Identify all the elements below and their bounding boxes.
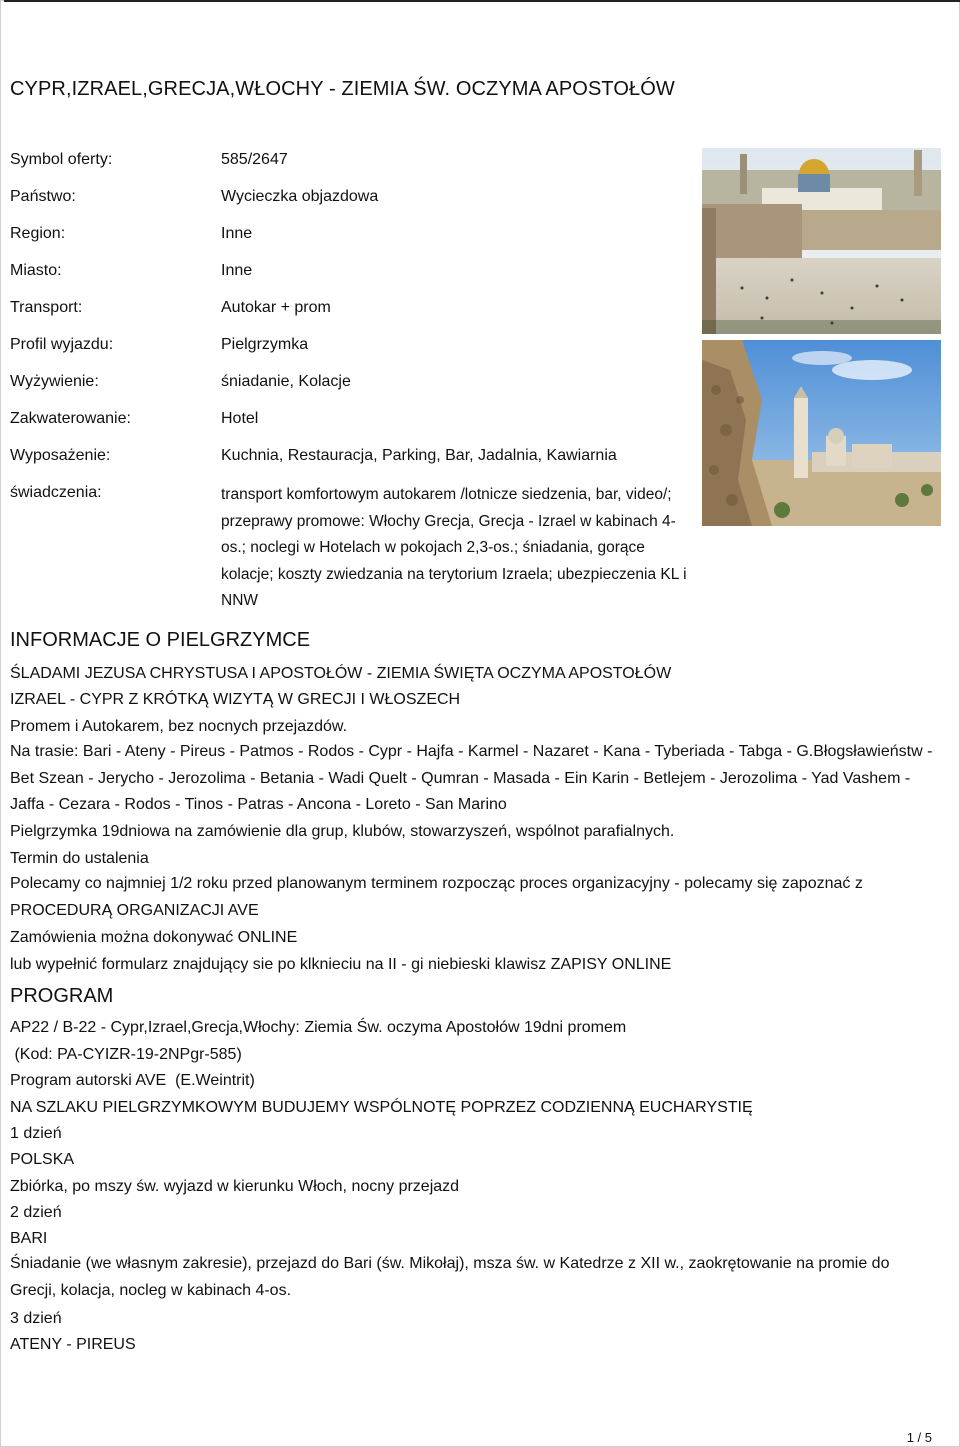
country-value: Wycieczka objazdowa	[221, 188, 379, 205]
transport-label: Transport:	[10, 299, 83, 316]
meals-value: śniadanie, Kolacje	[221, 373, 351, 390]
region-value: Inne	[221, 225, 253, 242]
info-line-5: Pielgrzymka 19dniowa na zamówienie dla grup, klubów, stowarzyszeń, wspólnot parafialnych.	[10, 823, 675, 840]
top-rule	[4, 0, 960, 2]
info-heading: INFORMACJE O PIELGRZYMCE	[10, 629, 311, 651]
meals-label: Wyżywienie:	[10, 373, 99, 390]
day-1-place: POLSKA	[10, 1151, 75, 1168]
day-2-label: 2 dzień	[10, 1204, 62, 1221]
info-line-3: Promem i Autokarem, bez nocnych przejazdów.	[10, 718, 348, 735]
profile-label: Profil wyjazdu:	[10, 336, 114, 353]
day-3-label: 3 dzień	[10, 1310, 62, 1327]
page-number: 1 / 5	[906, 1430, 932, 1445]
info-line-6: Termin do ustalenia	[10, 850, 149, 867]
symbol-value: 585/2647	[221, 151, 288, 168]
city-label: Miasto:	[10, 262, 62, 279]
day-3-place: ATENY - PIREUS	[10, 1336, 136, 1353]
offer-title: CYPR,IZRAEL,GRECJA,WŁOCHY - ZIEMIA ŚW. OCZYMA APOSTOŁÓW	[10, 78, 675, 100]
program-motto: NA SZLAKU PIELGRZYMKOWYM BUDUJEMY WSPÓLNOTĘ POPRZEZ CODZIENNĄ EUCHARYSTIĘ	[10, 1099, 753, 1116]
services-label: świadczenia:	[10, 484, 102, 501]
country-label: Państwo:	[10, 188, 76, 205]
services-value: transport komfortowym autokarem /lotnicze siedzenia, bar, video/; przeprawy promowe: Włochy Grecja, Grecja - Izrael w kabinach 4-os.; noclegi w Hotelach w pokojach 2,3-os.; śniadania, gorące kolacje; koszty zwiedzania na terytorium Izraela; ubezpieczenia KL i NNW	[221, 486, 687, 609]
route-paragraph: Na trasie: Bari - Ateny - Pireus - Patmos - Rodos - Cypr - Hajfa - Karmel - Nazaret - Kana - Tyberiada - Tabga - G.Błogsławieństw - Bet Szean - Jerycho - Jerozolima - Betania - Wadi Quelt - Qumran - Masada - Ein Karin - Betlejem - Jerozolima - Yad Vashem - Jaffa - Cezara - Rodos - Tinos - Patras - Ancona - Loreto - San Marino	[10, 743, 933, 813]
info-line-8: Zamówienia można dokonywać ONLINE	[10, 929, 298, 946]
info-line-1: ŚLADAMI JEZUSA CHRYSTUSA I APOSTOŁÓW - ZIEMIA ŚWIĘTA OCZYMA APOSTOŁÓW	[10, 665, 672, 682]
profile-value: Pielgrzymka	[221, 336, 309, 353]
day-1-text: Zbiórka, po mszy św. wyjazd w kierunku Włoch, nocny przejazd	[10, 1178, 460, 1195]
day-2-text: Śniadanie (we własnym zakresie), przejazd do Bari (św. Mikołaj), msza św. w Katedrze z XII w., zaokrętowanie na promie do Grecji, kolacja, nocleg w kabinach 4-os.	[10, 1255, 890, 1299]
program-author: Program autorski AVE (E.Weintrit)	[10, 1072, 255, 1089]
accommodation-label: Zakwaterowanie:	[10, 410, 131, 427]
accommodation-value: Hotel	[221, 410, 259, 427]
equipment-label: Wyposażenie:	[10, 447, 111, 464]
jerusalem-photo	[702, 148, 941, 334]
city-value: Inne	[221, 262, 253, 279]
program-heading: PROGRAM	[10, 985, 114, 1007]
day-2-place: BARI	[10, 1230, 48, 1247]
day-1-label: 1 dzień	[10, 1125, 62, 1142]
recommend-paragraph: Polecamy co najmniej 1/2 roku przed planowanym terminem rozpocząc proces organizacyjny - polecamy się zapoznać z PROCEDURĄ ORGANIZACJI AVE	[10, 875, 863, 919]
info-line-2: IZRAEL - CYPR Z KRÓTKĄ WIZYTĄ W GRECJI I WŁOSZECH	[10, 691, 461, 708]
program-line-1: AP22 / B-22 - Cypr,Izrael,Grecja,Włochy: Ziemia Św. oczyma Apostołów 19dni promem	[10, 1019, 627, 1036]
info-line-9: lub wypełnić formularz znajdujący sie po klknieciu na II - gi niebieski klawisz ZAPISY ONLINE	[10, 956, 672, 973]
program-code: (Kod: PA-CYIZR-19-2NPgr-585)	[10, 1046, 242, 1063]
bell-tower-photo	[702, 340, 941, 526]
transport-value: Autokar + prom	[221, 299, 331, 316]
region-label: Region:	[10, 225, 66, 242]
equipment-value: Kuchnia, Restauracja, Parking, Bar, Jadalnia, Kawiarnia	[221, 447, 617, 464]
symbol-label: Symbol oferty:	[10, 151, 113, 168]
